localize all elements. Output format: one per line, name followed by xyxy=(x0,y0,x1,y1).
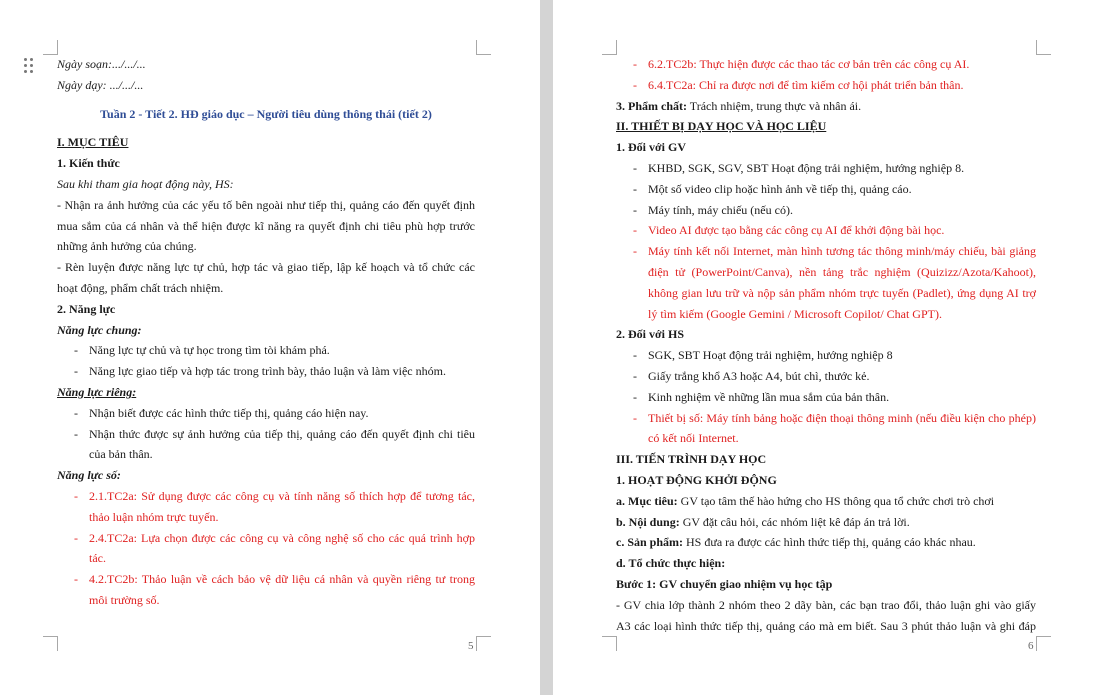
line-text: - Rèn luyện được năng lực tự chủ, hợp tác và giao tiếp, lập kế hoạch và tổ chức các xyxy=(57,260,475,275)
line-text: Video AI được tạo bằng các công cụ AI để khởi động bài học. xyxy=(648,223,945,238)
line-text: d. Tổ chức thực hiện: xyxy=(616,556,726,571)
line-text: không gian lưu trữ và nộp sản phẩm nhóm trực tuyến (Padlet), ứng dụng AI trợ xyxy=(648,285,1036,300)
bullet-marker: - xyxy=(633,368,637,383)
line-text: 2. Năng lực xyxy=(57,301,116,316)
line-text: Năng lực chung: xyxy=(57,322,142,337)
bullet-marker: - xyxy=(74,343,78,358)
text-line xyxy=(616,428,1036,449)
margin-mark-bottom-right xyxy=(476,636,491,651)
text-line xyxy=(616,470,1036,491)
line-text: III. TIẾN TRÌNH DẠY HỌC xyxy=(616,452,767,467)
text-line xyxy=(57,444,475,465)
line-text: 1. HOẠT ĐỘNG KHỞI ĐỘNG xyxy=(616,472,777,487)
line-text: II. THIẾT BỊ DẠY HỌC VÀ HỌC LIỆU xyxy=(616,119,827,134)
line-text: I. MỤC TIÊU xyxy=(57,135,129,150)
page-gap xyxy=(540,0,553,695)
page-content[interactable] xyxy=(616,54,1036,636)
line-lead: 3. Phẩm chất: xyxy=(616,98,687,113)
bullet-marker: - xyxy=(633,244,637,259)
line-text: Năng lực riêng: xyxy=(57,384,137,399)
text-line xyxy=(57,132,475,153)
text-line xyxy=(57,320,475,341)
text-line xyxy=(616,532,1036,553)
line-text: Năng lực số: xyxy=(57,468,121,483)
bullet-marker: - xyxy=(633,202,637,217)
margin-mark-top-right xyxy=(476,40,491,55)
text-line xyxy=(616,200,1036,221)
text-line xyxy=(57,340,475,361)
margin-mark-bottom-left xyxy=(602,636,617,651)
bullet-marker: - xyxy=(633,57,637,71)
text-line xyxy=(616,262,1036,283)
text-line xyxy=(616,574,1036,595)
bullet-marker: - xyxy=(633,389,637,404)
text-line xyxy=(57,174,475,195)
text-line xyxy=(616,387,1036,408)
line-text: - Nhận ra ảnh hưởng của các yếu tố bên ngoài như tiếp thị, quảng cáo đến quyết định xyxy=(57,197,475,212)
bullet-marker: - xyxy=(74,572,78,587)
line-text: Ngày soạn:.../.../... xyxy=(57,57,146,71)
bullet-marker: - xyxy=(74,530,78,545)
text-line xyxy=(57,403,475,424)
text-line xyxy=(57,382,475,403)
margin-mark-top-left xyxy=(602,40,617,55)
line-text: 1. Đối với GV xyxy=(616,140,686,155)
text-line xyxy=(57,569,475,590)
text-line xyxy=(616,595,1036,616)
text-line xyxy=(616,54,1036,75)
line-text: 4.2.TC2b: Thảo luận về cách bảo vệ dữ liệu cá nhân và quyền riêng tư trong xyxy=(89,572,475,587)
bullet-marker: - xyxy=(633,223,637,238)
line-text: tác. xyxy=(89,551,106,566)
text-line xyxy=(616,158,1036,179)
line-text: thảo luận nhóm trực tuyến. xyxy=(89,509,219,524)
line-text: SGK, SBT Hoạt động trải nghiệm, hướng nghiệp 8 xyxy=(648,348,893,363)
line-text: 2.4.TC2a: Lựa chọn được các công cụ và công nghệ số cho các quá trình hợp xyxy=(89,530,475,545)
line-text: 1. Kiến thức xyxy=(57,156,120,171)
line-text: 6.2.TC2b: Thực hiện được các thao tác cơ bản trên các công cụ AI. xyxy=(648,57,970,71)
line-text: Bước 1: GV chuyển giao nhiệm vụ học tập xyxy=(616,576,833,591)
text-line xyxy=(57,507,475,528)
line-text: của bản thân. xyxy=(89,447,153,462)
text-line xyxy=(57,104,475,125)
text-line xyxy=(616,96,1036,117)
line-text: c. Sản phẩm: HS đưa ra được các hình thức tiếp thị, quảng cáo khác nhau. xyxy=(616,535,976,550)
line-text: những ảnh hưởng của chúng. xyxy=(57,239,197,254)
text-line xyxy=(616,449,1036,470)
line-text: hoạt động, phẩm chất trách nhiệm. xyxy=(57,280,224,295)
line-lead: b. Nội dung: xyxy=(616,514,680,529)
line-lead: a. Mục tiêu: xyxy=(616,493,678,508)
line-text: Kinh nghiệm về những lần mua sắm của bản thân. xyxy=(648,389,890,404)
line-text: Nhận biết được các hình thức tiếp thị, quảng cáo hiện nay. xyxy=(89,405,369,420)
line-text: A3 các loại hình thức tiếp thị, quảng cáo mà em biết. Sau 3 phút thảo luận và ghi đáp xyxy=(616,618,1036,633)
bullet-marker: - xyxy=(74,488,78,503)
text-line xyxy=(616,553,1036,574)
text-line xyxy=(616,75,1036,96)
line-text: 6.4.TC2a: Chỉ ra được nơi để tìm kiếm cơ hội phát triển bản thân. xyxy=(648,77,964,92)
text-line xyxy=(57,486,475,507)
text-line xyxy=(57,424,475,445)
line-text: có kết nối Internet. xyxy=(648,431,739,446)
line-text: Năng lực giao tiếp và hợp tác trong trình bày, thảo luận và làm việc nhóm. xyxy=(89,364,446,379)
bullet-marker: - xyxy=(633,348,637,363)
margin-mark-top-right xyxy=(1036,40,1051,55)
line-text: Ngày dạy: .../.../... xyxy=(57,77,144,92)
line-text: Tuần 2 - Tiết 2. HĐ giáo dục – Người tiêu dùng thông thái (tiết 2) xyxy=(100,106,432,121)
line-text: môi trường số. xyxy=(89,592,160,607)
line-text: 3. Phẩm chất: Trách nhiệm, trung thực và nhân ái. xyxy=(616,98,862,113)
text-line xyxy=(57,153,475,174)
blank-line xyxy=(57,96,475,104)
text-line xyxy=(57,75,475,96)
bullet-marker: - xyxy=(633,77,637,92)
text-line xyxy=(616,241,1036,262)
text-line xyxy=(57,361,475,382)
drag-handle-icon[interactable] xyxy=(24,58,36,74)
text-line xyxy=(616,616,1036,637)
line-text: mua sắm của cá nhân và thể hiện được kĩ năng ra quyết định chi tiêu phù hợp trước xyxy=(57,218,475,233)
text-line xyxy=(57,278,475,299)
text-line xyxy=(57,548,475,569)
line-lead: c. Sản phẩm: xyxy=(616,535,684,550)
line-text: Thiết bị số: Máy tính bảng hoặc điện thoại thông minh (nếu điều kiện cho phép) xyxy=(648,410,1036,425)
text-line xyxy=(616,366,1036,387)
line-text: lý tìm kiếm (Google Gemini / Microsoft Copilot/ Chat GPT). xyxy=(648,306,942,321)
text-line xyxy=(616,116,1036,137)
margin-mark-top-left xyxy=(43,40,58,55)
text-line xyxy=(57,590,475,611)
text-line xyxy=(616,179,1036,200)
page-number: 5 xyxy=(468,640,474,652)
line-text: 2.1.TC2a: Sử dụng được các công cụ và tính năng số thích hợp để tương tác, xyxy=(89,488,475,503)
text-line xyxy=(57,236,475,257)
bullet-marker: - xyxy=(633,410,637,425)
line-text: Năng lực tự chủ và tự học trong tìm tòi khám phá. xyxy=(89,343,330,358)
text-line xyxy=(57,299,475,320)
bullet-marker: - xyxy=(74,364,78,379)
margin-mark-bottom-left xyxy=(43,636,58,651)
document-page-left xyxy=(0,0,540,695)
margin-mark-bottom-right xyxy=(1036,636,1051,651)
text-line xyxy=(57,528,475,549)
line-text: điện tử (PowerPoint/Canva), nền tảng trắc nghiệm (Quizizz/Azota/Kahoot), xyxy=(648,264,1036,279)
text-line xyxy=(616,408,1036,429)
bullet-marker: - xyxy=(633,181,637,196)
text-line xyxy=(616,304,1036,325)
line-text: Máy tính, máy chiếu (nếu có). xyxy=(648,202,793,217)
bullet-marker: - xyxy=(74,405,78,420)
text-line xyxy=(616,512,1036,533)
document-page-right xyxy=(553,0,1099,695)
line-text: Sau khi tham gia hoạt động này, HS: xyxy=(57,176,234,191)
line-text: Giấy trắng khổ A3 hoặc A4, bút chì, thước kẻ. xyxy=(648,368,870,383)
line-text: - GV chia lớp thành 2 nhóm theo 2 dãy bàn, các bạn trao đổi, thảo luận ghi vào giấy xyxy=(616,597,1036,612)
text-line xyxy=(57,465,475,486)
text-line xyxy=(616,283,1036,304)
bullet-marker: - xyxy=(74,426,78,441)
line-text: a. Mục tiêu: GV tạo tâm thế hào hứng cho HS thông qua tổ chức chơi trò chơi xyxy=(616,493,995,508)
text-line xyxy=(57,257,475,278)
text-line xyxy=(57,216,475,237)
page-number: 6 xyxy=(1028,640,1034,652)
line-text: 2. Đối với HS xyxy=(616,327,684,342)
text-line xyxy=(616,220,1036,241)
text-line xyxy=(57,54,475,75)
text-line xyxy=(616,491,1036,512)
line-text: Nhận thức được sự ảnh hưởng của tiếp thị, quảng cáo đến quyết định chi tiêu xyxy=(89,426,475,441)
page-content[interactable] xyxy=(57,54,475,611)
text-line xyxy=(616,137,1036,158)
line-text: KHBD, SGK, SGV, SBT Hoạt động trải nghiệm, hướng nghiệp 8. xyxy=(648,160,965,175)
blank-line xyxy=(57,124,475,132)
line-text: Một số video clip hoặc hình ảnh về tiếp thị, quảng cáo. xyxy=(648,181,912,196)
bullet-marker: - xyxy=(633,160,637,175)
line-text: b. Nội dung: GV đặt câu hỏi, các nhóm liệt kê đáp án trả lời. xyxy=(616,514,910,529)
text-line xyxy=(616,324,1036,345)
line-text: Máy tính kết nối Internet, màn hình tương tác thông minh/máy chiếu, bài giảng xyxy=(648,244,1036,259)
text-line xyxy=(616,345,1036,366)
text-line xyxy=(57,195,475,216)
